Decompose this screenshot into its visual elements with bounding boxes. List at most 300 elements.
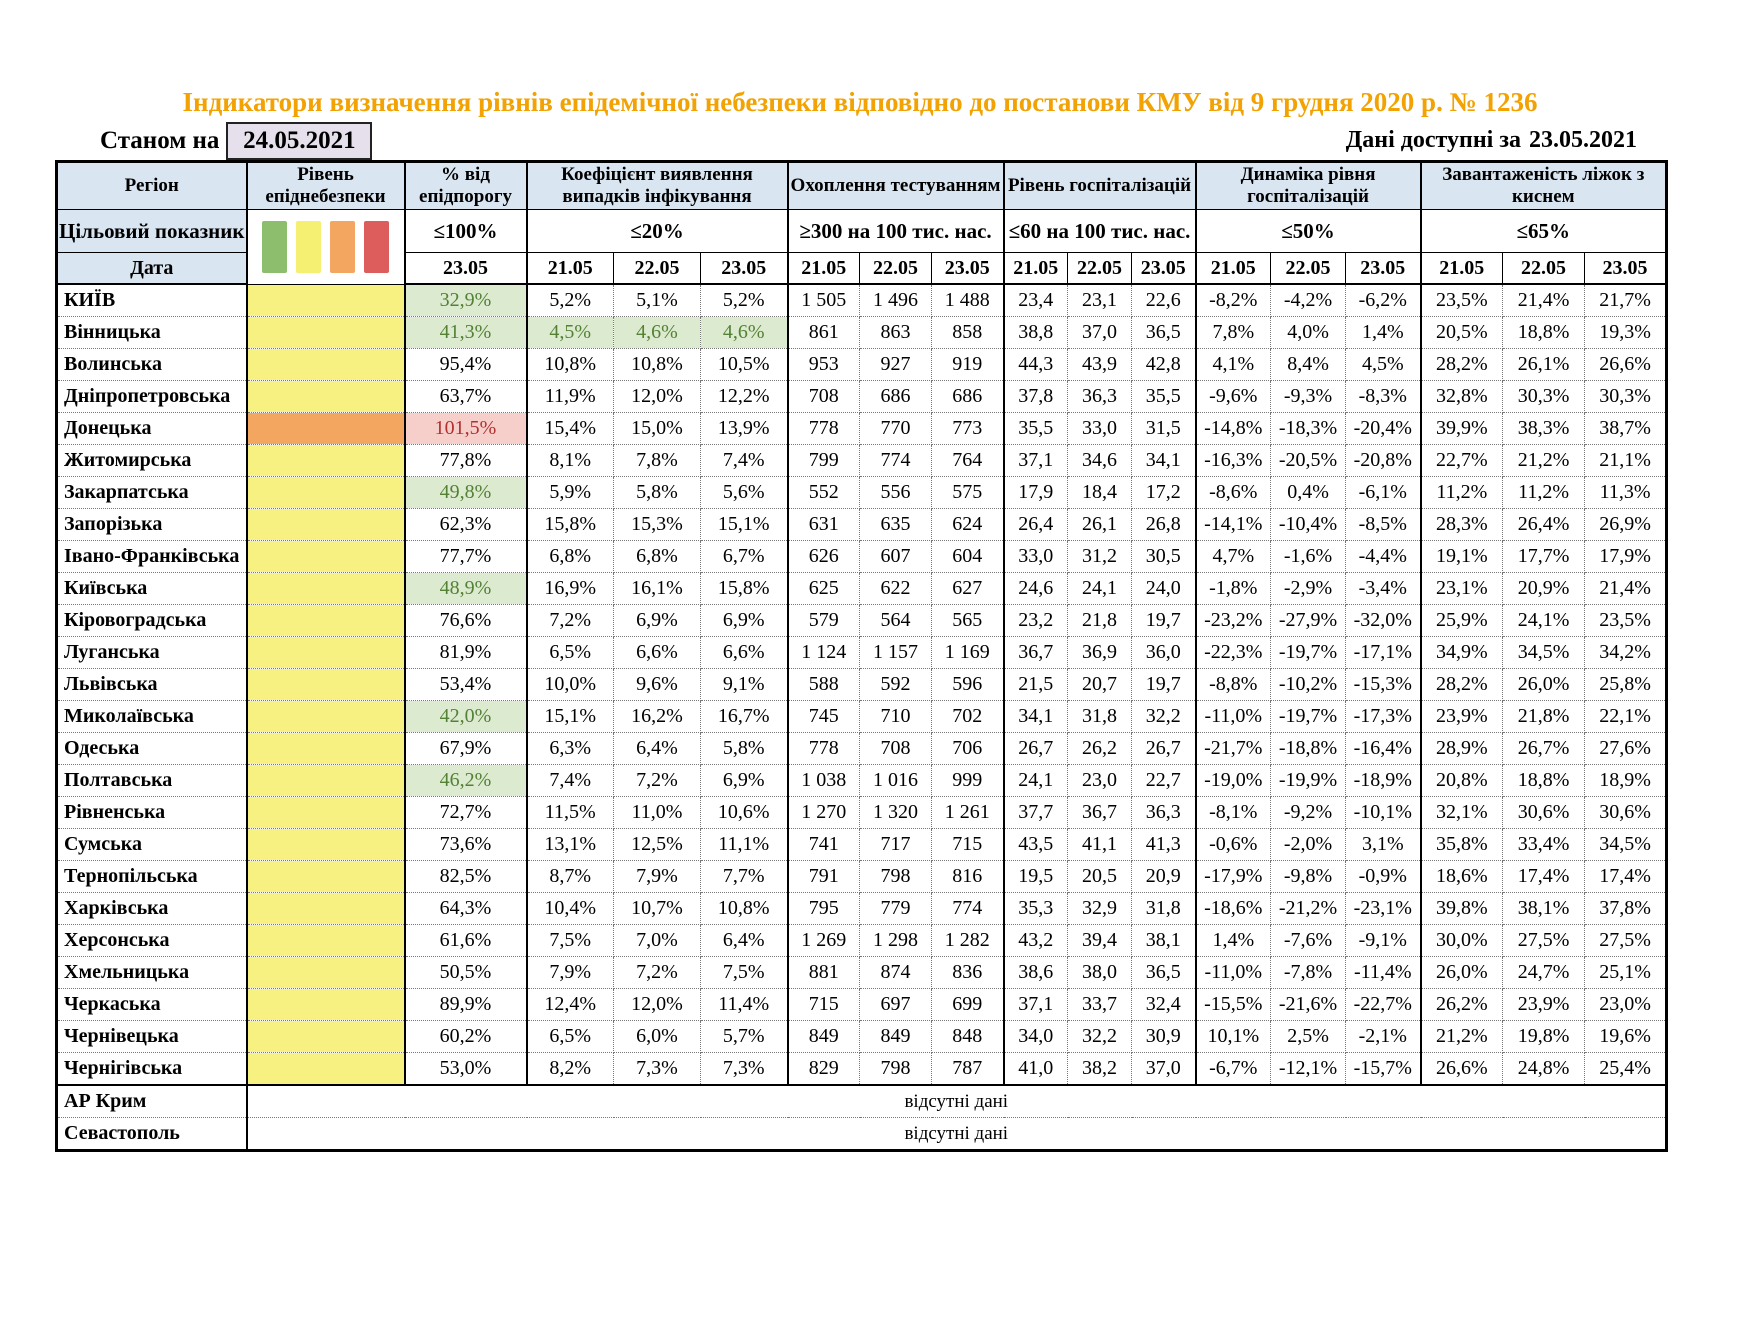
oxy-value-cell: 21,7%	[1585, 284, 1667, 317]
region-name-cell: Одеська	[57, 733, 247, 765]
coef-value-cell: 6,6%	[614, 637, 701, 669]
region-name-cell: Чернігівська	[57, 1053, 247, 1086]
table-row	[57, 605, 1667, 637]
coef-value-cell: 15,3%	[614, 509, 701, 541]
table-row	[57, 989, 1667, 1021]
hosp-value-cell: 19,5	[1004, 861, 1068, 893]
dyn-value-cell: -14,8%	[1196, 413, 1271, 445]
dyn-value-cell: -6,2%	[1346, 284, 1421, 317]
oxy-value-cell: 25,9%	[1421, 605, 1503, 637]
dyn-value-cell: -20,8%	[1346, 445, 1421, 477]
date-cell: 23.05	[1585, 253, 1667, 285]
pct-threshold-cell: 61,6%	[405, 925, 527, 957]
oxy-value-cell: 17,7%	[1503, 541, 1585, 573]
coef-value-cell: 5,8%	[614, 477, 701, 509]
test-value-cell: 1 488	[932, 284, 1004, 317]
region-name-cell: КИЇВ	[57, 284, 247, 317]
oxy-value-cell: 26,0%	[1503, 669, 1585, 701]
coef-value-cell: 10,6%	[701, 797, 788, 829]
dyn-value-cell: -8,5%	[1346, 509, 1421, 541]
epid-level-cell	[247, 317, 405, 349]
coef-value-cell: 6,8%	[527, 541, 614, 573]
test-value-cell: 1 124	[788, 637, 860, 669]
oxy-value-cell: 26,0%	[1421, 957, 1503, 989]
column-header-testing-coverage: Охоплення тестуванням	[788, 162, 1004, 210]
test-value-cell: 773	[932, 413, 1004, 445]
hosp-value-cell: 38,6	[1004, 957, 1068, 989]
test-value-cell: 631	[788, 509, 860, 541]
date-cell: 22.05	[1068, 253, 1132, 285]
hosp-value-cell: 36,7	[1004, 637, 1068, 669]
hosp-value-cell: 35,3	[1004, 893, 1068, 925]
pct-threshold-cell: 62,3%	[405, 509, 527, 541]
dyn-value-cell: -17,1%	[1346, 637, 1421, 669]
page-title: Індикатори визначення рівнів епідемічної небезпеки відповідно до постанови КМУ від 9 грудня 2020 р. № 1236	[182, 87, 1538, 117]
hosp-value-cell: 32,9	[1068, 893, 1132, 925]
region-name-cell: Волинська	[57, 349, 247, 381]
table-row	[57, 733, 1667, 765]
hosp-value-cell: 34,1	[1004, 701, 1068, 733]
test-value-cell: 774	[860, 445, 932, 477]
table-row	[57, 1053, 1667, 1086]
test-value-cell: 564	[860, 605, 932, 637]
oxy-value-cell: 19,8%	[1503, 1021, 1585, 1053]
test-value-cell: 699	[932, 989, 1004, 1021]
dyn-value-cell: 8,4%	[1271, 349, 1346, 381]
coef-value-cell: 7,4%	[701, 445, 788, 477]
dyn-value-cell: -3,4%	[1346, 573, 1421, 605]
test-value-cell: 715	[932, 829, 1004, 861]
coef-value-cell: 4,5%	[527, 317, 614, 349]
dyn-value-cell: -0,6%	[1196, 829, 1271, 861]
as-of-block	[100, 122, 372, 160]
hosp-value-cell: 22,7	[1132, 765, 1196, 797]
dyn-value-cell: -32,0%	[1346, 605, 1421, 637]
coef-value-cell: 10,8%	[614, 349, 701, 381]
coef-value-cell: 7,0%	[614, 925, 701, 957]
test-value-cell: 829	[788, 1053, 860, 1086]
oxy-value-cell: 30,0%	[1421, 925, 1503, 957]
hosp-value-cell: 18,4	[1068, 477, 1132, 509]
pct-threshold-cell: 32,9%	[405, 284, 527, 317]
oxy-value-cell: 19,1%	[1421, 541, 1503, 573]
pct-threshold-cell: 81,9%	[405, 637, 527, 669]
test-value-cell: 552	[788, 477, 860, 509]
test-value-cell: 635	[860, 509, 932, 541]
hosp-value-cell: 36,3	[1068, 381, 1132, 413]
dyn-value-cell: 0,4%	[1271, 477, 1346, 509]
oxy-value-cell: 18,8%	[1503, 765, 1585, 797]
coef-value-cell: 10,7%	[614, 893, 701, 925]
target-oxy: ≤65%	[1421, 210, 1667, 253]
oxy-value-cell: 21,1%	[1585, 445, 1667, 477]
pct-threshold-cell: 63,7%	[405, 381, 527, 413]
coef-value-cell: 15,1%	[527, 701, 614, 733]
test-value-cell: 622	[860, 573, 932, 605]
oxy-value-cell: 23,0%	[1585, 989, 1667, 1021]
region-name-cell: Тернопільська	[57, 861, 247, 893]
region-name-cell: Сумська	[57, 829, 247, 861]
epid-level-legend-swatches	[248, 210, 404, 284]
coef-value-cell: 7,2%	[527, 605, 614, 637]
coef-value-cell: 7,5%	[701, 957, 788, 989]
dyn-value-cell: -21,7%	[1196, 733, 1271, 765]
test-value-cell: 881	[788, 957, 860, 989]
test-value-cell: 565	[932, 605, 1004, 637]
region-name-cell: АР Крим	[57, 1085, 247, 1118]
date-cell: 23.05	[1132, 253, 1196, 285]
coef-value-cell: 12,0%	[614, 381, 701, 413]
hosp-value-cell: 26,4	[1004, 509, 1068, 541]
test-value-cell: 697	[860, 989, 932, 1021]
oxy-value-cell: 21,4%	[1585, 573, 1667, 605]
oxy-value-cell: 27,5%	[1585, 925, 1667, 957]
date-cell: 22.05	[614, 253, 701, 285]
oxy-value-cell: 26,2%	[1421, 989, 1503, 1021]
pct-threshold-cell: 72,7%	[405, 797, 527, 829]
hosp-value-cell: 23,2	[1004, 605, 1068, 637]
epid-level-cell	[247, 573, 405, 605]
epid-level-cell	[247, 477, 405, 509]
hosp-value-cell: 19,7	[1132, 605, 1196, 637]
test-value-cell: 710	[860, 701, 932, 733]
test-value-cell: 1 496	[860, 284, 932, 317]
dyn-value-cell: -7,6%	[1271, 925, 1346, 957]
dyn-value-cell: -18,6%	[1196, 893, 1271, 925]
test-value-cell: 624	[932, 509, 1004, 541]
test-value-cell: 625	[788, 573, 860, 605]
coef-value-cell: 10,8%	[527, 349, 614, 381]
no-data-cell: відсутні дані	[247, 1085, 1667, 1118]
dyn-value-cell: -19,0%	[1196, 765, 1271, 797]
coef-value-cell: 4,6%	[701, 317, 788, 349]
pct-threshold-cell: 53,0%	[405, 1053, 527, 1086]
test-value-cell: 702	[932, 701, 1004, 733]
target-test: ≥300 на 100 тис. нас.	[788, 210, 1004, 253]
hosp-value-cell: 35,5	[1132, 381, 1196, 413]
meta-row	[55, 118, 1665, 160]
oxy-value-cell: 25,1%	[1585, 957, 1667, 989]
oxy-value-cell: 23,9%	[1503, 989, 1585, 1021]
coef-value-cell: 16,7%	[701, 701, 788, 733]
table-row	[57, 1118, 1667, 1151]
date-cell: 21.05	[527, 253, 614, 285]
oxy-value-cell: 21,8%	[1503, 701, 1585, 733]
region-name-cell: Запорізька	[57, 509, 247, 541]
region-name-cell: Вінницька	[57, 317, 247, 349]
oxy-value-cell: 11,2%	[1503, 477, 1585, 509]
oxy-value-cell: 39,9%	[1421, 413, 1503, 445]
test-value-cell: 787	[932, 1053, 1004, 1086]
dyn-value-cell: 10,1%	[1196, 1021, 1271, 1053]
coef-value-cell: 7,2%	[614, 957, 701, 989]
dyn-value-cell: 1,4%	[1196, 925, 1271, 957]
test-value-cell: 1 261	[932, 797, 1004, 829]
column-header-detection-coef: Коефіцієнт виявлення випадків інфікування	[527, 162, 788, 210]
coef-value-cell: 12,0%	[614, 989, 701, 1021]
hosp-value-cell: 24,1	[1068, 573, 1132, 605]
dyn-value-cell: -8,1%	[1196, 797, 1271, 829]
report-page	[55, 86, 1665, 1152]
test-value-cell: 715	[788, 989, 860, 1021]
oxy-value-cell: 19,3%	[1585, 317, 1667, 349]
coef-value-cell: 6,3%	[527, 733, 614, 765]
target-hosp: ≤60 на 100 тис. нас.	[1004, 210, 1196, 253]
oxy-value-cell: 27,6%	[1585, 733, 1667, 765]
coef-value-cell: 16,2%	[614, 701, 701, 733]
oxy-value-cell: 26,6%	[1585, 349, 1667, 381]
dyn-value-cell: -10,4%	[1271, 509, 1346, 541]
oxy-value-cell: 20,8%	[1421, 765, 1503, 797]
target-dyn: ≤50%	[1196, 210, 1421, 253]
dyn-value-cell: -15,7%	[1346, 1053, 1421, 1086]
coef-value-cell: 6,9%	[701, 605, 788, 637]
coef-value-cell: 12,5%	[614, 829, 701, 861]
coef-value-cell: 12,2%	[701, 381, 788, 413]
oxy-value-cell: 34,5%	[1585, 829, 1667, 861]
dyn-value-cell: -7,8%	[1271, 957, 1346, 989]
coef-value-cell: 16,1%	[614, 573, 701, 605]
pct-threshold-cell: 77,7%	[405, 541, 527, 573]
coef-value-cell: 5,8%	[701, 733, 788, 765]
test-value-cell: 556	[860, 477, 932, 509]
coef-value-cell: 5,2%	[701, 284, 788, 317]
table-row	[57, 669, 1667, 701]
epid-level-cell	[247, 284, 405, 317]
dyn-value-cell: -8,6%	[1196, 477, 1271, 509]
oxy-value-cell: 23,5%	[1585, 605, 1667, 637]
hosp-value-cell: 23,4	[1004, 284, 1068, 317]
coef-value-cell: 7,9%	[614, 861, 701, 893]
hosp-value-cell: 36,7	[1068, 797, 1132, 829]
coef-value-cell: 11,9%	[527, 381, 614, 413]
coef-value-cell: 7,2%	[614, 765, 701, 797]
target-coef: ≤20%	[527, 210, 788, 253]
epid-level-cell	[247, 1053, 405, 1086]
epid-level-cell	[247, 829, 405, 861]
region-name-cell: Кіровоградська	[57, 605, 247, 637]
dyn-value-cell: -18,8%	[1271, 733, 1346, 765]
coef-value-cell: 5,1%	[614, 284, 701, 317]
test-value-cell: 863	[860, 317, 932, 349]
coef-value-cell: 6,4%	[701, 925, 788, 957]
hosp-value-cell: 35,5	[1004, 413, 1068, 445]
table-row	[57, 893, 1667, 925]
date-cell: 21.05	[1004, 253, 1068, 285]
date-cell: 21.05	[788, 253, 860, 285]
coef-value-cell: 11,0%	[614, 797, 701, 829]
test-value-cell: 764	[932, 445, 1004, 477]
dyn-value-cell: -2,9%	[1271, 573, 1346, 605]
test-value-cell: 708	[860, 733, 932, 765]
region-name-cell: Львівська	[57, 669, 247, 701]
dyn-value-cell: 7,8%	[1196, 317, 1271, 349]
oxy-value-cell: 26,9%	[1585, 509, 1667, 541]
legend-swatch-red	[364, 221, 389, 273]
coef-value-cell: 6,7%	[701, 541, 788, 573]
date-cell: 21.05	[1421, 253, 1503, 285]
epid-level-cell	[247, 605, 405, 637]
test-value-cell: 717	[860, 829, 932, 861]
table-row	[57, 957, 1667, 989]
coef-value-cell: 6,0%	[614, 1021, 701, 1053]
test-value-cell: 858	[932, 317, 1004, 349]
test-value-cell: 799	[788, 445, 860, 477]
hosp-value-cell: 26,2	[1068, 733, 1132, 765]
pct-threshold-cell: 64,3%	[405, 893, 527, 925]
test-value-cell: 706	[932, 733, 1004, 765]
dyn-value-cell: -2,1%	[1346, 1021, 1421, 1053]
hosp-value-cell: 24,6	[1004, 573, 1068, 605]
oxy-value-cell: 21,2%	[1503, 445, 1585, 477]
table-row	[57, 381, 1667, 413]
oxy-value-cell: 32,1%	[1421, 797, 1503, 829]
hosp-value-cell: 22,6	[1132, 284, 1196, 317]
hosp-value-cell: 31,5	[1132, 413, 1196, 445]
pct-threshold-cell: 82,5%	[405, 861, 527, 893]
hosp-value-cell: 31,8	[1132, 893, 1196, 925]
hosp-value-cell: 26,7	[1004, 733, 1068, 765]
dyn-value-cell: -10,1%	[1346, 797, 1421, 829]
dyn-value-cell: -15,3%	[1346, 669, 1421, 701]
pct-threshold-cell: 77,8%	[405, 445, 527, 477]
coef-value-cell: 9,1%	[701, 669, 788, 701]
hosp-value-cell: 37,0	[1068, 317, 1132, 349]
region-name-cell: Івано-Франківська	[57, 541, 247, 573]
oxy-value-cell: 17,9%	[1585, 541, 1667, 573]
target-row-label: Цільовий показник	[57, 210, 247, 253]
test-value-cell: 708	[788, 381, 860, 413]
table-row	[57, 1085, 1667, 1118]
data-available-note	[1346, 120, 1637, 160]
hosp-value-cell: 37,1	[1004, 989, 1068, 1021]
test-value-cell: 927	[860, 349, 932, 381]
test-value-cell: 1 157	[860, 637, 932, 669]
oxy-value-cell: 25,4%	[1585, 1053, 1667, 1086]
dyn-value-cell: -2,0%	[1271, 829, 1346, 861]
coef-value-cell: 13,1%	[527, 829, 614, 861]
dyn-value-cell: -21,2%	[1271, 893, 1346, 925]
hosp-value-cell: 33,0	[1068, 413, 1132, 445]
dyn-value-cell: -8,2%	[1196, 284, 1271, 317]
test-value-cell: 861	[788, 317, 860, 349]
test-value-cell: 626	[788, 541, 860, 573]
oxy-value-cell: 38,3%	[1503, 413, 1585, 445]
dyn-value-cell: 4,0%	[1271, 317, 1346, 349]
coef-value-cell: 6,9%	[701, 765, 788, 797]
epid-level-cell	[247, 925, 405, 957]
coef-value-cell: 8,2%	[527, 1053, 614, 1086]
coef-value-cell: 16,9%	[527, 573, 614, 605]
pct-threshold-cell: 101,5%	[405, 413, 527, 445]
hosp-value-cell: 37,0	[1132, 1053, 1196, 1086]
pct-threshold-cell: 50,5%	[405, 957, 527, 989]
table-row	[57, 349, 1667, 381]
date-cell: 22.05	[1271, 253, 1346, 285]
hosp-value-cell: 36,5	[1132, 957, 1196, 989]
test-value-cell: 607	[860, 541, 932, 573]
hosp-value-cell: 37,8	[1004, 381, 1068, 413]
hosp-value-cell: 33,0	[1004, 541, 1068, 573]
dyn-value-cell: 4,5%	[1346, 349, 1421, 381]
oxy-value-cell: 20,5%	[1421, 317, 1503, 349]
region-name-cell: Миколаївська	[57, 701, 247, 733]
oxy-value-cell: 32,8%	[1421, 381, 1503, 413]
oxy-value-cell: 26,4%	[1503, 509, 1585, 541]
coef-value-cell: 15,0%	[614, 413, 701, 445]
column-header-oxygen-beds: Завантаженість ліжок з киснем	[1421, 162, 1667, 210]
legend-swatch-green	[262, 221, 287, 273]
dyn-value-cell: -17,3%	[1346, 701, 1421, 733]
table-row	[57, 509, 1667, 541]
hosp-value-cell: 34,0	[1004, 1021, 1068, 1053]
coef-value-cell: 8,1%	[527, 445, 614, 477]
test-value-cell: 686	[860, 381, 932, 413]
hosp-value-cell: 19,7	[1132, 669, 1196, 701]
oxy-value-cell: 18,6%	[1421, 861, 1503, 893]
oxy-value-cell: 26,6%	[1421, 1053, 1503, 1086]
hosp-value-cell: 31,8	[1068, 701, 1132, 733]
hosp-value-cell: 37,7	[1004, 797, 1068, 829]
dyn-value-cell: -16,3%	[1196, 445, 1271, 477]
legend-swatch-orange	[330, 221, 355, 273]
oxy-value-cell: 17,4%	[1585, 861, 1667, 893]
test-value-cell: 588	[788, 669, 860, 701]
date-row-label: Дата	[57, 253, 247, 285]
column-header-region: Регіон	[57, 162, 247, 210]
hosp-value-cell: 32,2	[1132, 701, 1196, 733]
coef-value-cell: 10,4%	[527, 893, 614, 925]
epid-level-cell	[247, 957, 405, 989]
test-value-cell: 1 269	[788, 925, 860, 957]
oxy-value-cell: 23,9%	[1421, 701, 1503, 733]
oxy-value-cell: 30,6%	[1585, 797, 1667, 829]
date-cell: 22.05	[860, 253, 932, 285]
hosp-value-cell: 21,8	[1068, 605, 1132, 637]
dyn-value-cell: -8,3%	[1346, 381, 1421, 413]
oxy-value-cell: 23,5%	[1421, 284, 1503, 317]
dyn-value-cell: -27,9%	[1271, 605, 1346, 637]
oxy-value-cell: 39,8%	[1421, 893, 1503, 925]
target-row	[57, 210, 1667, 253]
hosp-value-cell: 26,1	[1068, 509, 1132, 541]
test-value-cell: 575	[932, 477, 1004, 509]
region-name-cell: Черкаська	[57, 989, 247, 1021]
dyn-value-cell: -19,9%	[1271, 765, 1346, 797]
epid-level-cell	[247, 509, 405, 541]
hosp-value-cell: 34,6	[1068, 445, 1132, 477]
pct-threshold-cell: 95,4%	[405, 349, 527, 381]
coef-value-cell: 5,7%	[701, 1021, 788, 1053]
dyn-value-cell: -23,2%	[1196, 605, 1271, 637]
coef-value-cell: 7,8%	[614, 445, 701, 477]
oxy-value-cell: 24,7%	[1503, 957, 1585, 989]
hosp-value-cell: 17,9	[1004, 477, 1068, 509]
oxy-value-cell: 38,7%	[1585, 413, 1667, 445]
table-row	[57, 1021, 1667, 1053]
pct-threshold-cell: 49,8%	[405, 477, 527, 509]
oxy-value-cell: 24,1%	[1503, 605, 1585, 637]
region-name-cell: Донецька	[57, 413, 247, 445]
dyn-value-cell: -9,1%	[1346, 925, 1421, 957]
date-cell: 23.05	[1346, 253, 1421, 285]
date-cell: 23.05	[405, 253, 527, 285]
test-value-cell: 798	[860, 861, 932, 893]
test-value-cell: 919	[932, 349, 1004, 381]
hosp-value-cell: 38,2	[1068, 1053, 1132, 1086]
test-value-cell: 849	[860, 1021, 932, 1053]
oxy-value-cell: 30,3%	[1503, 381, 1585, 413]
